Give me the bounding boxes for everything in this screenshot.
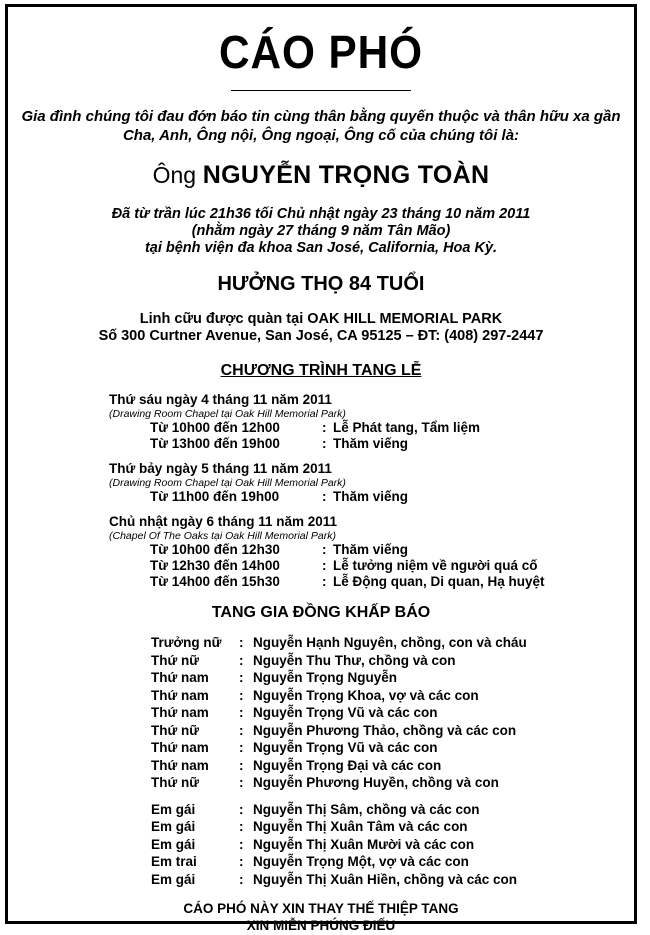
slot-event: Lễ Phát tang, Tẩm liệm <box>333 420 481 435</box>
family-member: Nguyễn Thu Thư, chồng và con <box>253 652 456 668</box>
family-separator: : <box>239 705 244 720</box>
schedule-slot <box>109 542 634 558</box>
family-relation: Em gái <box>151 801 196 817</box>
title-divider <box>231 90 411 91</box>
family-relation: Thứ nam <box>151 740 209 755</box>
family-relation: Em gái <box>151 819 196 834</box>
family-row <box>151 704 634 722</box>
slot-time: Từ 10h00 đến 12h30 <box>150 542 280 557</box>
family-member: Nguyễn Thị Xuân Mười và các con <box>253 836 475 852</box>
family-member: Nguyễn Phương Huyền, chồng và con <box>253 775 499 790</box>
family-relation: Thứ nam <box>151 687 209 703</box>
passing-line-2: (nhằm ngày 27 tháng 9 năm Tân Mão) <box>191 223 451 239</box>
family-relation: Em gái <box>151 871 196 887</box>
day-date: Thứ bảy ngày 5 tháng 11 năm 2011 <box>109 461 332 476</box>
family-row <box>151 652 634 670</box>
family-row <box>151 669 634 687</box>
family-row <box>151 801 634 819</box>
family-row <box>151 687 634 705</box>
funeral-schedule <box>109 392 634 590</box>
family-row <box>151 853 634 871</box>
intro-line-1: Gia đình chúng tôi đau đớn báo tin cùng thân bằng quyến thuộc và thân hữu xa gần <box>21 108 621 125</box>
family-separator: : <box>239 635 244 650</box>
family-separator: : <box>239 740 244 755</box>
slot-event: Lễ Động quan, Di quan, Hạ huyệt <box>333 574 545 589</box>
intro <box>8 107 634 145</box>
viewing-location <box>8 311 634 345</box>
family-member: Nguyễn Trọng Nguyễn <box>253 670 398 685</box>
day-date: Thứ sáu ngày 4 tháng 11 năm 2011 <box>109 392 332 407</box>
family-member: Nguyễn Thị Xuân Tâm và các con <box>253 819 468 834</box>
slot-time: Từ 12h30 đến 14h00 <box>150 558 280 573</box>
family-row <box>151 818 634 836</box>
location-line-1: Linh cữu được quàn tại OAK HILL MEMORIAL PARK <box>139 311 503 327</box>
deceased-name <box>8 162 634 189</box>
schedule-day <box>109 392 634 452</box>
family-member: Nguyễn Thị Sâm, chồng và các con <box>253 801 480 817</box>
family-member: Nguyễn Hạnh Nguyên, chồng, con và cháu <box>253 635 527 650</box>
closing-line-2: XIN MIỄN PHÚNG ĐIẾU <box>246 918 396 933</box>
family-separator: : <box>239 836 244 852</box>
location-line-2: Số 300 Curtner Avenue, San José, CA 95125 – ĐT: (408) 297-2447 <box>98 328 544 344</box>
family-relation: Thứ nữ <box>151 722 200 738</box>
family-relation: Em trai <box>151 854 197 869</box>
family-list <box>151 634 634 888</box>
closing-line-1: CÁO PHÓ NÀY XIN THAY THẾ THIỆP TANG <box>183 901 459 916</box>
slot-separator: : <box>322 558 327 573</box>
schedule-slot <box>109 574 634 590</box>
slot-separator: : <box>322 574 327 589</box>
family-member: Nguyễn Trọng Vũ và các con <box>253 740 438 755</box>
family-member: Nguyễn Thị Xuân Hiền, chồng và các con <box>253 871 518 887</box>
family-row <box>151 757 634 775</box>
family-separator: : <box>239 757 244 773</box>
schedule-day <box>109 461 634 505</box>
family-relation: Trưởng nữ <box>151 635 222 650</box>
day-date: Chủ nhật ngày 6 tháng 11 năm 2011 <box>109 514 338 529</box>
family-relation: Thứ nam <box>151 670 209 685</box>
slot-time: Từ 11h00 đến 19h00 <box>150 489 280 504</box>
family-row <box>151 722 634 740</box>
age-heading: HƯỞNG THỌ 84 TUỔI <box>217 273 425 295</box>
slot-time: Từ 14h00 đến 15h30 <box>150 574 280 589</box>
obituary-frame <box>5 4 637 933</box>
family-row <box>151 739 634 757</box>
deceased-full-name: NGUYỄN TRỌNG TOÀN <box>202 161 490 189</box>
family-relation: Em gái <box>151 836 196 852</box>
schedule-slot <box>109 489 634 505</box>
family-row <box>151 871 634 889</box>
slot-time: Từ 10h00 đến 12h00 <box>150 420 280 435</box>
family-separator: : <box>239 670 244 685</box>
passing-line-3: tại bệnh viện đa khoa San José, California, Hoa Kỳ. <box>144 240 498 256</box>
deceased-honorific: Ông <box>152 162 197 188</box>
family-group-gap <box>151 792 634 801</box>
schedule-slot <box>109 436 634 452</box>
slot-separator: : <box>322 436 327 451</box>
intro-line-2: Cha, Anh, Ông nội, Ông ngoại, Ông cố của chúng tôi là: <box>122 127 520 144</box>
family-separator: : <box>239 652 244 668</box>
family-separator: : <box>239 775 244 790</box>
family-relation: Thứ nữ <box>151 775 200 790</box>
day-venue: (Chapel Of The Oaks tại Oak Hill Memorial Park) <box>109 530 336 542</box>
schedule-day <box>109 514 634 590</box>
family-member: Nguyễn Phương Thảo, chồng và các con <box>253 722 517 738</box>
slot-separator: : <box>322 489 327 504</box>
passing-details <box>8 206 634 257</box>
day-venue: (Drawing Room Chapel tại Oak Hill Memorial Park) <box>109 477 346 489</box>
page-title: CÁO PHÓ <box>219 26 423 78</box>
schedule-slot <box>109 420 634 436</box>
family-relation: Thứ nam <box>151 705 209 720</box>
slot-separator: : <box>322 420 327 435</box>
family-member: Nguyễn Trọng Đại và các con <box>253 757 442 773</box>
program-title: CHƯƠNG TRÌNH TANG LỄ <box>220 362 422 379</box>
family-member: Nguyễn Trọng Khoa, vợ và các con <box>253 687 479 703</box>
slot-time: Từ 13h00 đến 19h00 <box>150 436 280 451</box>
family-separator: : <box>239 687 244 703</box>
family-title: TANG GIA ĐỒNG KHẤP BÁO <box>211 604 431 621</box>
slot-event: Lễ tưởng niệm về người quá cố <box>333 558 538 573</box>
slot-separator: : <box>322 542 327 557</box>
passing-line-1: Đã từ trần lúc 21h36 tối Chủ nhật ngày 23 tháng 10 năm 2011 <box>111 206 531 222</box>
slot-event: Thăm viếng <box>333 542 409 557</box>
family-relation: Thứ nữ <box>151 652 200 668</box>
family-relation: Thứ nam <box>151 757 209 773</box>
slot-event: Thăm viếng <box>333 489 409 504</box>
closing-note <box>8 900 634 934</box>
family-row <box>151 774 634 792</box>
family-separator: : <box>239 871 244 887</box>
family-member: Nguyễn Trọng Vũ và các con <box>253 705 438 720</box>
family-row <box>151 836 634 854</box>
slot-event: Thăm viếng <box>333 436 409 451</box>
family-separator: : <box>239 801 244 817</box>
schedule-slot <box>109 558 634 574</box>
day-venue: (Drawing Room Chapel tại Oak Hill Memorial Park) <box>109 408 346 420</box>
family-member: Nguyễn Trọng Một, vợ và các con <box>253 854 469 869</box>
family-separator: : <box>239 722 244 738</box>
family-row <box>151 634 634 652</box>
family-separator: : <box>239 819 244 834</box>
family-separator: : <box>239 854 244 869</box>
